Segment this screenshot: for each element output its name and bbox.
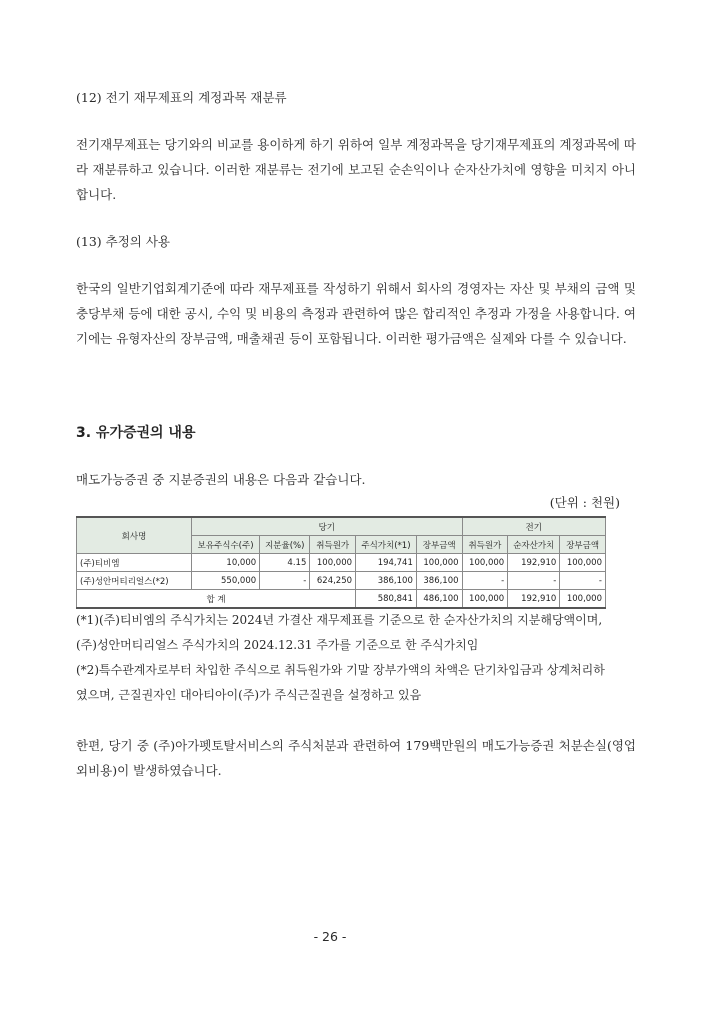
table-row [77,554,606,572]
section-13-heading: (13) 추정의 사용 [76,234,170,249]
table-cell: - [462,572,508,590]
table-column-header: 장부금액 [416,536,462,554]
table-column-header: 취득원가 [310,536,356,554]
table-cell: 100,000 [462,554,508,572]
section-3-title: 3. 유가증권의 내용 [76,425,196,441]
table-cell: 580,841 [356,590,417,609]
table-cell: 192,910 [508,590,560,609]
table-cell: 194,741 [356,554,417,572]
table-cell: 10,000 [192,554,260,572]
table-cell: 100,000 [560,554,606,572]
table-cell: 624,250 [310,572,356,590]
table-notes [76,608,616,708]
section-3-intro: 매도가능증권 중 지분증권의 내용은 다음과 같습니다. [76,472,366,487]
page-number: - 26 - [313,929,347,944]
table-cell: 100,000 [462,590,508,609]
table-cell: 550,000 [192,572,260,590]
total-label: 합 계 [77,590,356,609]
table-column-header: 취득원가 [462,536,508,554]
table-total-row [77,590,606,609]
section-12-heading: (12) 전기 재무제표의 계정과목 재분류 [76,90,287,105]
table-cell: - [260,572,310,590]
table-cell: 100,000 [310,554,356,572]
table-cell: 486,100 [416,590,462,609]
section-13-body: 한국의 일반기업회계기준에 따라 재무제표를 작성하기 위해서 회사의 경영자는 자산 및 부채의 금액 및 충당부채 등에 대한 공시, 수익 및 비용의 측정과 관련하여 많은 합리적인 추정과 가정을 사용합니다. 여기에는 유형자산의 장부금액, 매출채권 등이 포함됩니다. 이러한 평가금액은 실제와 다를 수 있습니다. [76,281,636,346]
table-cell: 386,100 [356,572,417,590]
table-row [77,572,606,590]
footnote-2: (*2)특수관계자로부터 차입한 주식으로 취득원가와 기말 장부가액의 차액은 단기차입금과 상계처리하였으며, 근질권자인 대아티아이(주)가 주식근질권을 설정하고 있음 [76,663,605,702]
table-cell: - [560,572,606,590]
section-12-body: 전기재무제표는 당기와의 비교를 용이하게 하기 위하여 일부 계정과목을 당기재무제표의 계정과목에 따라 재분류하고 있습니다. 이러한 재분류는 전기에 보고된 순손익이나 순자산가치에 영향을 미치지 아니합니다. [76,137,636,202]
table-column-header: 보유주식수(주) [192,536,260,554]
company-header: 회사명 [77,517,192,554]
securities-table [76,516,606,609]
table-column-header: 주식가치(*1) [356,536,417,554]
table-column-header: 순자산가치 [508,536,560,554]
table-cell: 386,100 [416,572,462,590]
table-cell: 192,910 [508,554,560,572]
company-name-cell: (주)티비엠 [77,554,192,572]
table-cell: 100,000 [560,590,606,609]
prior-period-header: 전기 [462,517,605,536]
table-column-header: 지분율(%) [260,536,310,554]
table-column-header: 장부금액 [560,536,606,554]
closing-paragraph: 한편, 당기 중 (주)아가펫토탈서비스의 주식처분과 관련하여 179백만원의 매도가능증권 처분손실(영업외비용)이 발생하였습니다. [76,738,636,778]
table-cell: - [508,572,560,590]
current-period-header: 당기 [192,517,463,536]
unit-label: (단위 : 천원) [549,495,620,510]
company-name-cell: (주)성안머티리얼스(*2) [77,572,192,590]
table-cell: 4.15 [260,554,310,572]
footnote-1: (*1)(주)티비엠의 주식가치는 2024년 가결산 재무제표를 기준으로 한 순자산가치의 지분해당액이며, (주)성안머티리얼스 주식가치의 2024.12.31 주가를 기준으로 한 주식가치임 [76,613,603,652]
table-cell: 100,000 [416,554,462,572]
